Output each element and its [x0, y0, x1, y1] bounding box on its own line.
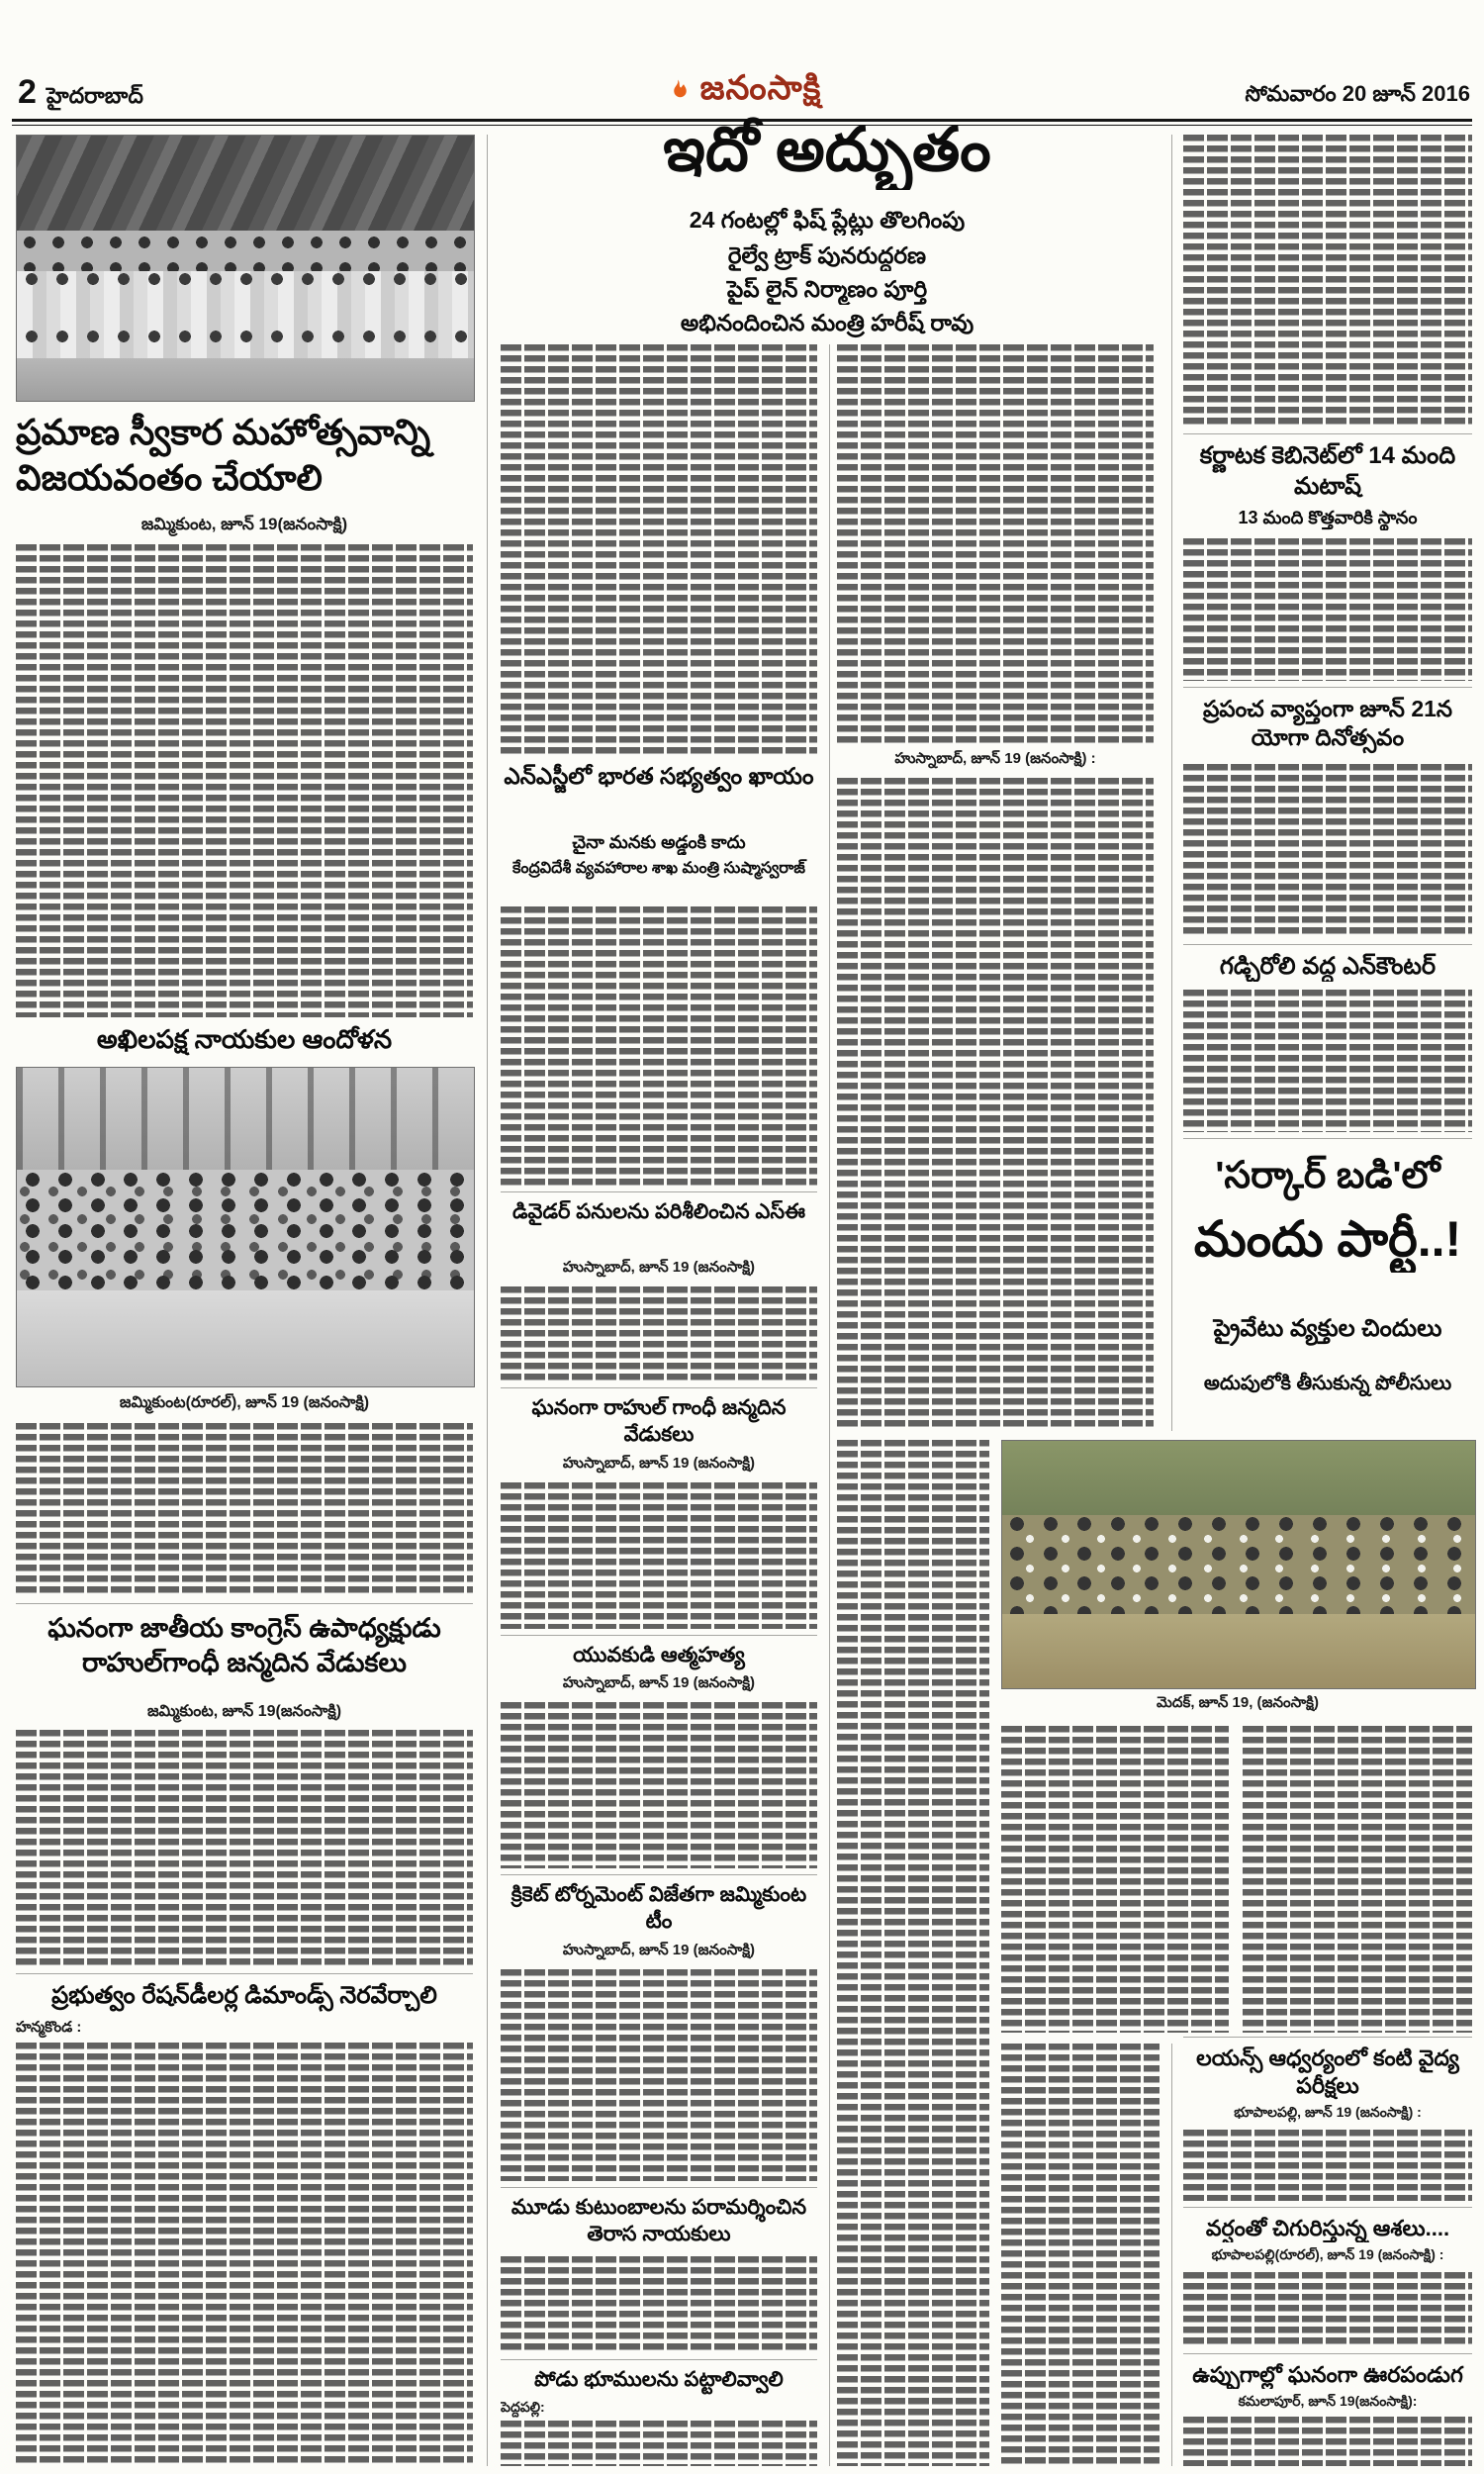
rain-hopes-body — [1183, 2272, 1472, 2347]
cricket-dateline: హుస్నాబాద్, జూన్ 19 (జనంసాక్షి) — [562, 1942, 756, 1958]
story-separator-rule — [501, 1874, 817, 1875]
photo-seated-people — [1002, 1515, 1475, 1614]
right-top-body — [1183, 135, 1472, 428]
encounter-body — [1183, 990, 1472, 1132]
rahul-birthday-dateline: హుస్నాబాద్, జూన్ 19 (జనంసాక్షి) — [562, 1455, 756, 1472]
left-story1-headline: ప్రమాణ స్వీకార మహోత్సవాన్ని విజయవంతం చేయాలి — [16, 412, 431, 499]
feature-photo-dateline: మెదక్, జూన్ 19, (జనంసాక్షి) — [1157, 1694, 1319, 1711]
story-separator-rule — [1183, 2207, 1472, 2208]
podu-lands-body — [501, 2421, 817, 2466]
story-separator-rule — [501, 1191, 817, 1192]
encounter-headline: గడ్చిరోలి వద్ద ఎన్‌కౌంటర్ — [1219, 953, 1437, 980]
yoga-day-headline: ప్రపంచ వ్యాప్తంగా జూన్ 21న యోగా దినోత్సవం — [1202, 696, 1453, 751]
divider-inspection-headline: డివైడర్ పనులను పరిశీలించిన ఎస్ఈ — [512, 1200, 805, 1223]
rain-hopes-headline: వర్షంతో చిగురిస్తున్న ఆశలు.... — [1205, 2216, 1450, 2240]
karnataka-cabinet-deck: 13 మంది కొత్తవారికి స్థానం — [1238, 508, 1418, 527]
feature-headline-line1: 'సర్కార్ బడి'లో — [1215, 1155, 1440, 1196]
lions-eyecamp-dateline: భూపాలపల్లి, జూన్ 19 (జనంసాక్షి) : — [1234, 2104, 1422, 2120]
photo-mat-ground — [1002, 1614, 1475, 1688]
photo-street-background — [17, 1068, 474, 1170]
feature-deck1: ప్రైవేటు వ్యక్తుల చిందులు — [1213, 1315, 1442, 1342]
left-story4-body — [16, 2043, 473, 2466]
lions-eyecamp-headline: లయన్స్ ఆధ్వర్యంలో కంటి వైద్య పరీక్షలు — [1196, 2046, 1459, 2099]
nsg-body — [501, 906, 817, 1186]
photo-people-row — [17, 231, 474, 270]
rahul-birthday-body — [501, 1482, 817, 1629]
nsg-deck2: కేంద్రవిదేశీ వ్యవహారాల శాఖ మంత్రి సుష్మాస్వరాజ్ — [512, 860, 805, 877]
feature-deck2: అదుపులోకి తీసుకున్న పోలీసులు — [1203, 1373, 1452, 1394]
cricket-headline: క్రికెట్ టోర్నమెంట్ విజేతగా జమ్మికుంట టీం — [510, 1883, 807, 1933]
story-separator-rule — [501, 2187, 817, 2188]
lead-deck-line-4: అభినందించిన మంత్రి హరీష్ రావు — [680, 310, 974, 335]
center-right-body-1 — [837, 344, 1154, 744]
feature-headline-line2: మందు పార్టీ..! — [1193, 1211, 1462, 1267]
nsg-headline: ఎన్ఎస్జీలో భారత సభ్యత్వం ఖాయం — [504, 763, 814, 789]
story-separator-rule — [1183, 687, 1472, 688]
story-separator-rule — [501, 1635, 817, 1636]
page-number: 2 — [18, 73, 37, 111]
masthead-title: జనంసాక్షి — [699, 68, 822, 107]
left-story4-dateline: హన్మకొండ : — [16, 2019, 82, 2036]
center-lead-body — [501, 344, 817, 754]
story-separator-rule — [16, 1973, 473, 1974]
karnataka-cabinet-headline: కర్ణాటక కెబినెట్‌లో 14 మంది మటాష్ — [1199, 442, 1456, 500]
families-visit-headline: మూడు కుటుంబాలను పరామర్శించిన తెరాస నాయకులు — [510, 2196, 807, 2245]
village-festival-body — [1183, 2417, 1472, 2466]
photo-people-rows — [17, 271, 474, 358]
masthead — [594, 69, 890, 115]
left-story1-body — [16, 544, 473, 1017]
lead-headline: ఇదో అద్భుతం — [663, 116, 991, 184]
rahul-birthday-headline: ఘనంగా రాహుల్ గాంధీ జన్మదిన వేడుకలు — [531, 1396, 787, 1446]
column-divider — [1171, 135, 1172, 1431]
families-visit-body — [501, 2256, 817, 2353]
village-festival-dateline: కమలాపూర్, జూన్ 19(జనంసాక్షి): — [1238, 2393, 1418, 2409]
photo-road-protest — [16, 1067, 475, 1387]
left-story4-headline: ప్రభుత్వం రేషన్‌డీలర్ల డిమాండ్స్ నెరవేర్చాలి — [51, 1982, 437, 2009]
photo-foliage-area — [17, 136, 474, 231]
photo-road — [17, 1290, 474, 1386]
lead-deck-line-1: 24 గంటల్లో ఫిష్ ప్లేట్లు తొలగింపు — [689, 207, 966, 233]
youth-suicide-body — [501, 1702, 817, 1868]
karnataka-cabinet-body — [1183, 538, 1472, 681]
youth-suicide-headline: యువకుడి ఆత్మహత్య — [573, 1644, 745, 1666]
center-right-narrow-body — [837, 1440, 989, 2466]
cricket-body — [501, 1969, 817, 2181]
story-separator-rule — [501, 1387, 817, 1388]
photo-oath-group — [16, 135, 475, 402]
column-divider — [487, 135, 488, 2466]
left-story3-headline: ఘనంగా జాతీయ కాంగ్రెస్ ఉపాధ్యక్షుడు రాహుల్‌గాంధీ జన్మదిన వేడుకలు — [47, 1613, 441, 1677]
center-right-bottom-body — [1001, 2044, 1159, 2466]
podu-lands-dateline: పెద్దపల్లి: — [501, 2399, 545, 2415]
left-story2-dateline: జమ్మికుంట(రూరల్), జూన్ 19 (జనంసాక్షి) — [119, 1394, 370, 1411]
story-separator-rule — [16, 1603, 473, 1604]
feature-body-col2 — [1243, 1726, 1472, 2033]
center-right-dateline: హుస్నాబాద్, జూన్ 19 (జనంసాక్షి) : — [894, 750, 1096, 767]
column-divider — [1171, 2044, 1172, 2466]
feature-body-col1 — [1001, 1726, 1229, 2033]
lead-deck-line-3: పైప్ లైన్ నిర్మాణం పూర్తి — [726, 276, 928, 302]
divider-inspection-body — [501, 1286, 817, 1381]
youth-suicide-dateline: హుస్నాబాద్, జూన్ 19 (జనంసాక్షి) — [562, 1674, 756, 1691]
left-story2-headline: అఖిలపక్ష నాయకుల ఆందోళన — [96, 1024, 393, 1054]
header-city: హైదరాబాద్ — [46, 83, 143, 108]
story-separator-rule — [1183, 944, 1472, 945]
divider-inspection-dateline: హుస్నాబాద్, జూన్ 19 (జనంసాక్షి) — [562, 1259, 756, 1276]
column-divider — [829, 344, 830, 2466]
masthead-flame-icon — [663, 77, 693, 107]
header-left — [18, 73, 143, 114]
rain-hopes-dateline: భూపాలపల్లి(రూరల్), జూన్ 19 (జనంసాక్షి) : — [1211, 2246, 1444, 2262]
photo-ground — [17, 358, 474, 401]
left-story3-dateline: జమ్మికుంట, జూన్ 19(జనంసాక్షి) — [146, 1703, 342, 1720]
village-festival-headline: ఉప్పుగాల్లో ఘనంగా ఊరపండుగ — [1192, 2362, 1463, 2387]
photo-sitting-crowd — [17, 1170, 474, 1290]
left-story3-body — [16, 1730, 473, 1965]
lead-deck-line-2: రైల్వే ట్రాక్ పునరుద్ధరణ — [727, 242, 927, 268]
center-right-body-2 — [837, 778, 1154, 1431]
photo-greenery — [1002, 1441, 1475, 1515]
left-story1-dateline: జమ్మికుంట, జూన్ 19(జనంసాక్షి) — [140, 515, 348, 533]
story-separator-rule — [501, 2359, 817, 2360]
left-story2-body — [16, 1423, 473, 1597]
story-separator-rule — [1183, 2353, 1472, 2354]
lions-eyecamp-body — [1183, 2130, 1472, 2201]
podu-lands-headline: పోడు భూములను పట్టాలివ్వాలి — [534, 2368, 784, 2391]
nsg-deck1: చైనా మనకు అడ్డంకి కాదు — [572, 832, 746, 852]
story-separator-rule — [1183, 433, 1472, 434]
story-separator-rule — [1183, 2037, 1472, 2038]
photo-meal-party — [1001, 1440, 1476, 1689]
yoga-day-body — [1183, 764, 1472, 938]
header-date: సోమవారం 20 జూన్ 2016 — [1245, 81, 1470, 106]
story-separator-rule — [1183, 1138, 1472, 1139]
